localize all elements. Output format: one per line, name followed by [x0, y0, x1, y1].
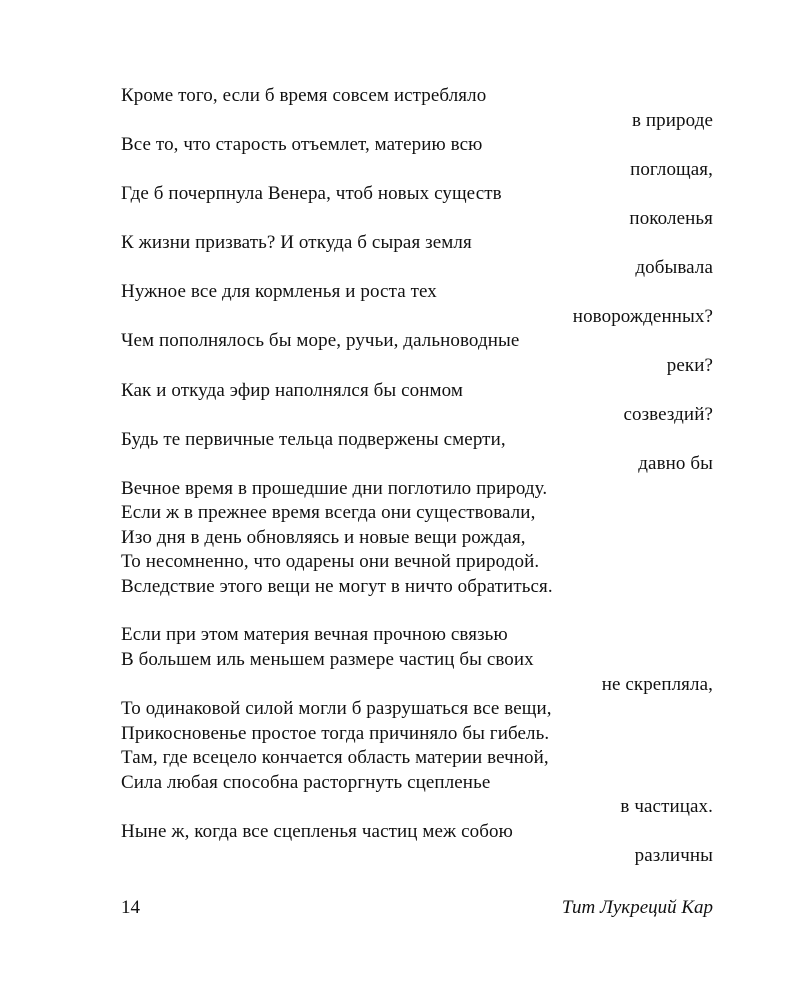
- verse-line: Чем пополнялось бы море, ручьи, дальноводные: [121, 330, 520, 352]
- stanza-break: [121, 599, 713, 623]
- verse-line-continuation: добывала: [635, 256, 713, 278]
- verse-line: Если при этом материя вечная прочною связью: [121, 624, 508, 646]
- verse-line: Вечное время в прошедшие дни поглотило природу.: [121, 477, 548, 499]
- verse-line: Будь те первичные тельца подвержены смерти,: [121, 428, 506, 450]
- verse-line: В большем иль меньшем размере частиц бы своих: [121, 649, 534, 671]
- verse-line: К жизни призвать? И откуда б сырая земля: [121, 232, 472, 254]
- verse-line: Изо дня в день обновляясь и новые вещи рождая,: [121, 526, 526, 548]
- verse-line: Все то, что старость отъемлет, материю всю: [121, 134, 483, 156]
- verse-line-continuation: поглощая,: [630, 158, 713, 180]
- verse-line-continuation: новорожденных?: [572, 305, 713, 327]
- page-footer: [121, 895, 713, 921]
- verse-line: Как и откуда эфир наполнялся бы сонмом: [121, 379, 464, 401]
- verse-line: Там, где всецело кончается область материи вечной,: [121, 747, 549, 769]
- verse-line: Ныне ж, когда все сцепленья частиц меж собою: [121, 820, 513, 842]
- verse-line-continuation: различны: [634, 845, 713, 867]
- verse-line: То несомненно, что одарены они вечной природой.: [121, 551, 540, 573]
- verse-line: Кроме того, если б время совсем истребляло: [121, 85, 487, 106]
- page-number: 14: [121, 897, 140, 918]
- verse-line: Сила любая способна расторгнуть сцепленье: [121, 771, 491, 793]
- verse-line: Если ж в прежнее время всегда они существовали,: [121, 502, 536, 524]
- verse-line-continuation: давно бы: [638, 453, 713, 475]
- verse-line-continuation: поколенья: [629, 207, 713, 229]
- verse-line: Где б почерпнула Венера, чтоб новых существ: [121, 183, 502, 205]
- verse-line: Вследствие этого вещи не могут в ничто обратиться.: [121, 575, 553, 597]
- verse-line: Нужное все для кормленья и роста тех: [121, 281, 437, 303]
- verse-line: То одинаковой силой могли б разрушаться все вещи,: [121, 698, 552, 720]
- verse-line-continuation: в природе: [631, 109, 713, 131]
- verse-line-continuation: реки?: [666, 355, 713, 377]
- verse-line-continuation: не скрепляла,: [601, 673, 713, 695]
- poem-body: [121, 84, 713, 869]
- running-title: Тит Лукреций Кар: [561, 897, 713, 918]
- verse-line: Прикосновенье простое тогда причиняло бы гибель.: [121, 722, 550, 744]
- verse-line-continuation: в частицах.: [620, 796, 713, 818]
- verse-line-continuation: созвездий?: [623, 404, 713, 426]
